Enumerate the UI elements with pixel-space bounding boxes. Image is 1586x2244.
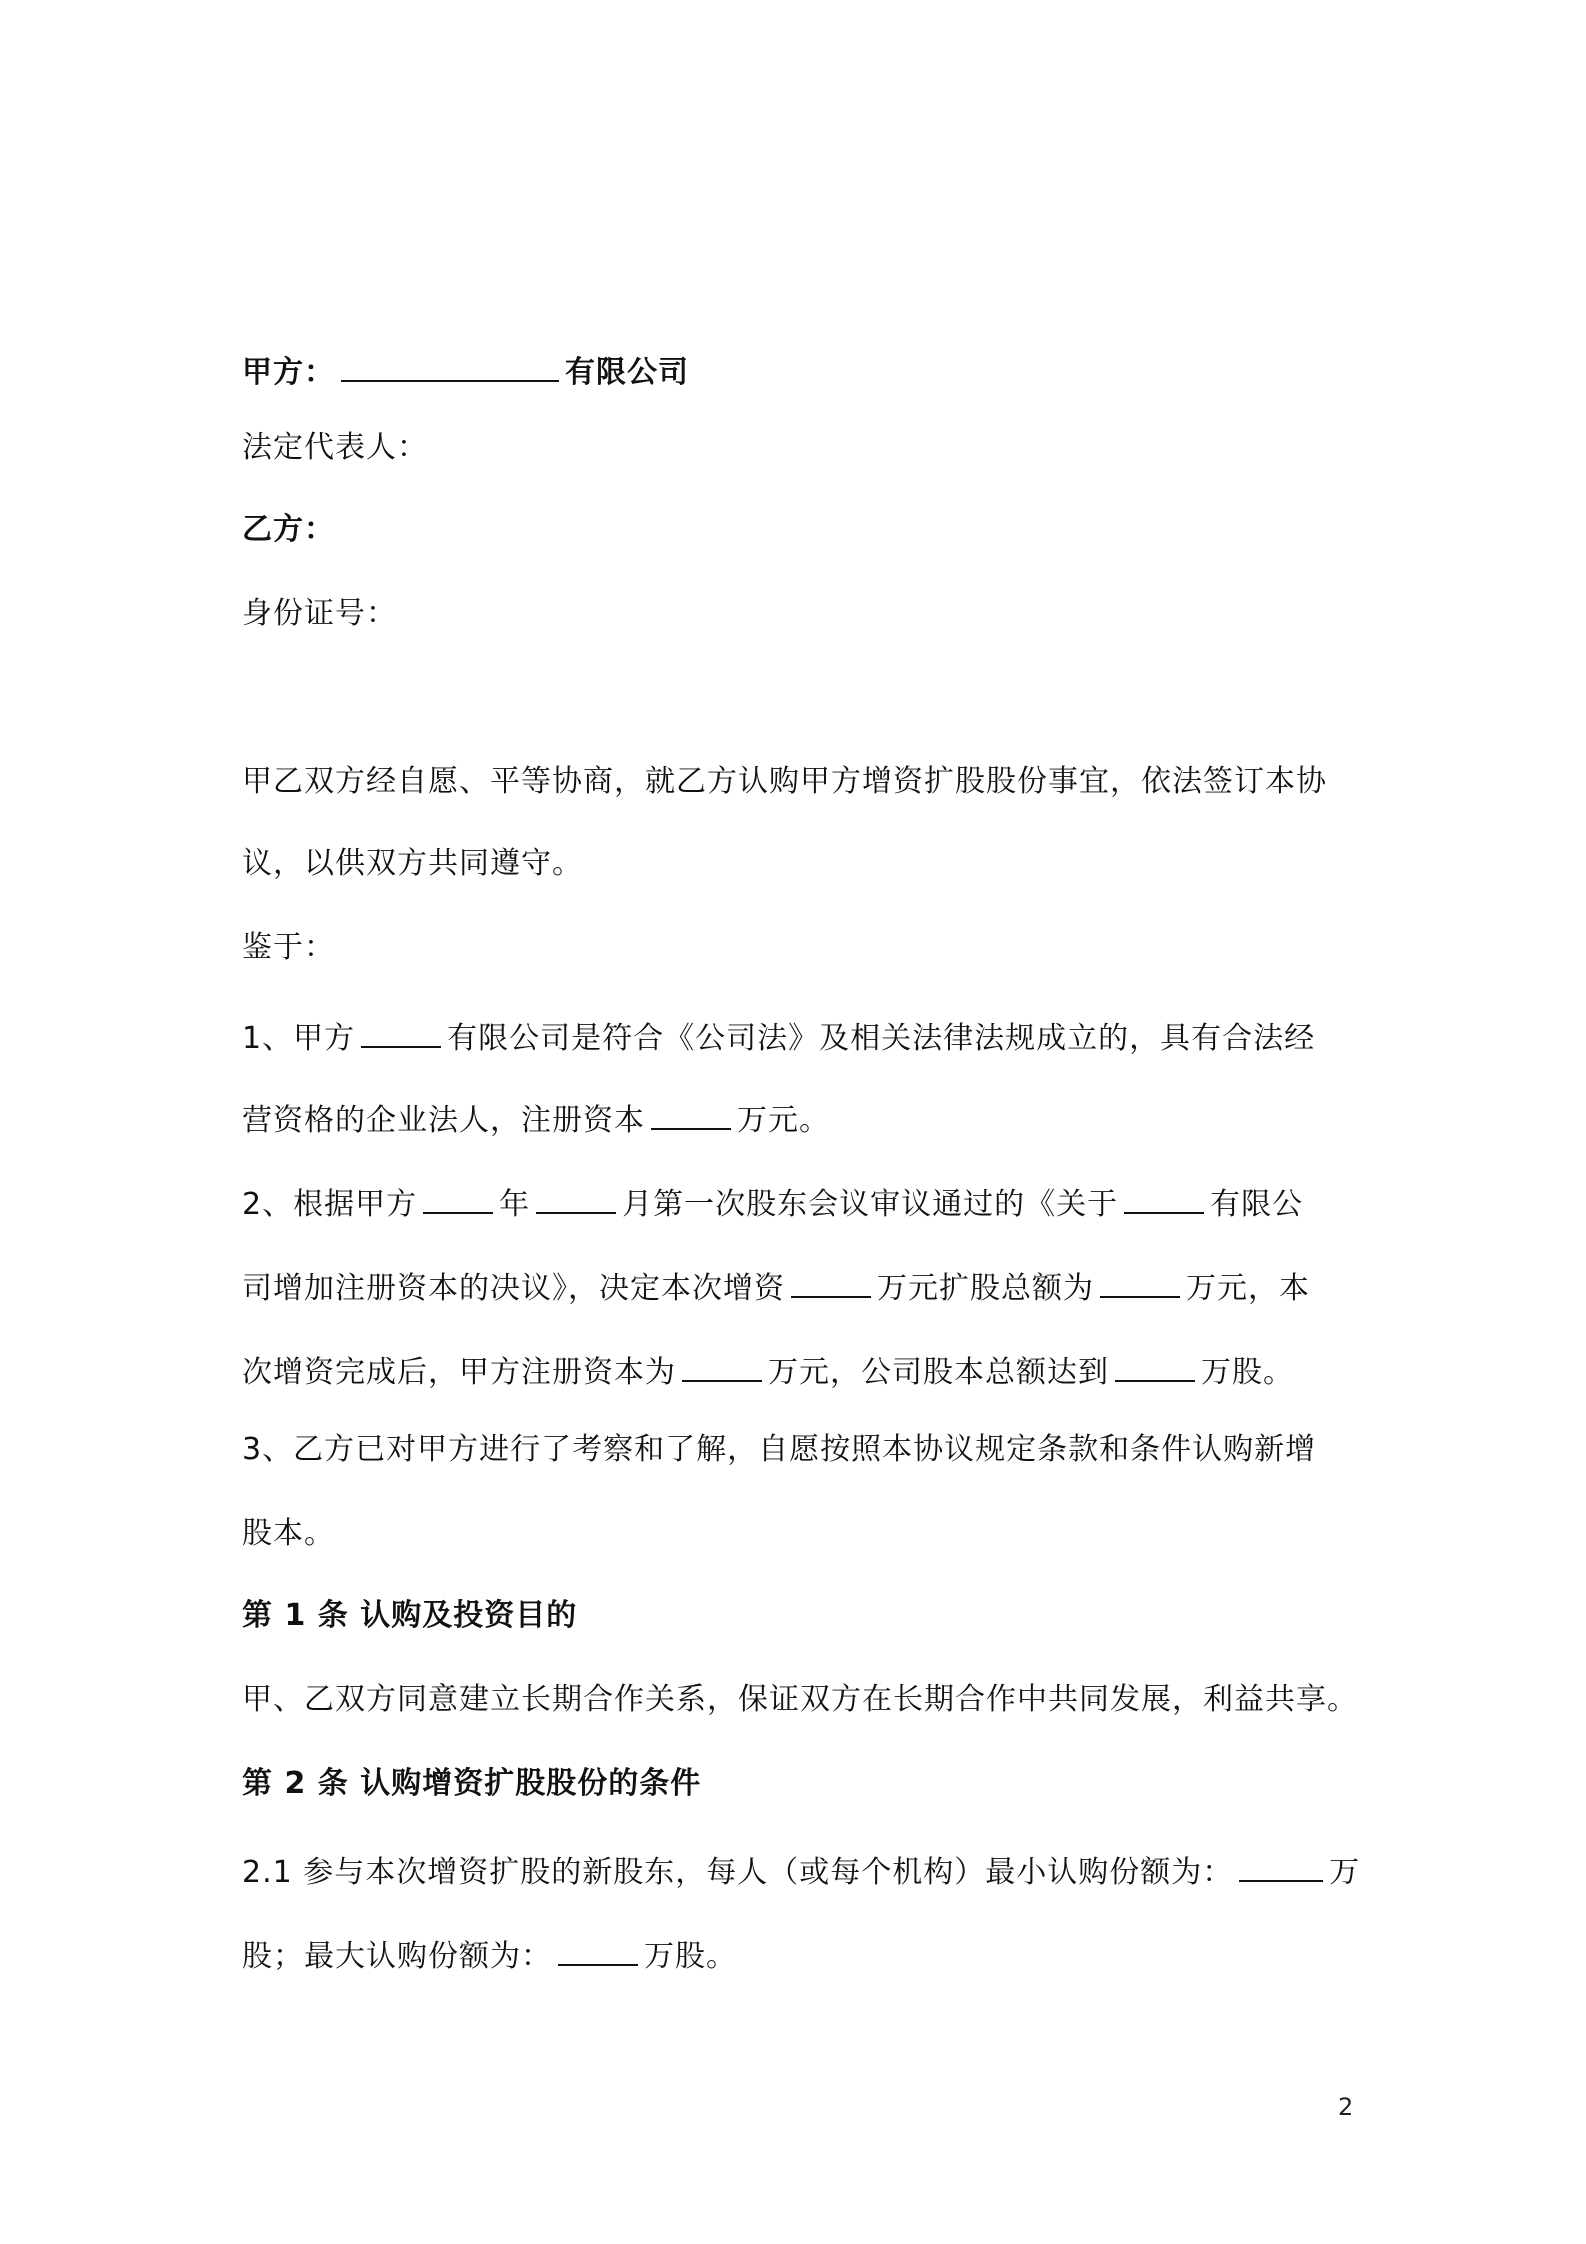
registered-capital-blank <box>651 1096 731 1130</box>
whereas-item-3-line-2 <box>242 1514 335 1554</box>
whereas-item-1-text-d: 万元。 <box>737 1103 830 1138</box>
party-b-line <box>242 510 335 550</box>
company-name-blank <box>361 1014 441 1048</box>
capital-increase-blank <box>791 1264 871 1298</box>
id-number-label: 身份证号： <box>242 596 397 631</box>
clause-2-1-text-b: 万 <box>1329 1855 1361 1890</box>
whereas-item-2-text-h: 次增资完成后，甲方注册资本为 <box>242 1355 676 1390</box>
party-a-suffix: 有限公司 <box>565 355 689 390</box>
whereas-item-1-text-b: 有限公司是符合《公司法》及相关法律法规成立的，具有合法经 <box>447 1021 1316 1056</box>
whereas-item-2-text-b: 年 <box>499 1187 531 1222</box>
legal-rep-label: 法定代表人： <box>242 430 428 465</box>
whereas-item-2-text-d: 有限公 <box>1210 1187 1304 1222</box>
whereas-item-2-line-2 <box>242 1264 1310 1309</box>
intro-line-2 <box>242 844 583 884</box>
month-blank <box>536 1180 616 1214</box>
party-a-name-blank <box>341 348 559 382</box>
clause-2-1-text-a: 2.1 参与本次增资扩股的新股东，每人（或每个机构）最小认购份额为： <box>242 1855 1234 1890</box>
clause-2-1-line-1 <box>242 1848 1360 1893</box>
whereas-item-2-text-i: 万元，公司股本总额达到 <box>768 1355 1109 1390</box>
whereas-item-3-text-a: 3、乙方已对甲方进行了考察和了解，自愿按照本协议规定条款和条件认购新增 <box>242 1432 1317 1467</box>
whereas-label-line <box>242 928 335 968</box>
page-number: 2 <box>1338 2093 1354 2121</box>
whereas-item-1-text-a: 1、甲方 <box>242 1021 356 1056</box>
party-a-label: 甲方： <box>242 355 335 390</box>
id-number-line <box>242 594 397 634</box>
max-subscription-blank <box>558 1932 638 1966</box>
article-1-body: 甲、乙双方同意建立长期合作关系，保证双方在长期合作中共同发展，利益共享。 <box>242 1682 1358 1717</box>
whereas-item-2-text-c: 月第一次股东会议审议通过的《关于 <box>622 1187 1119 1222</box>
clause-2-1-text-d: 万股。 <box>644 1939 737 1974</box>
article-2-title-line <box>242 1764 701 1804</box>
article-1-title-line <box>242 1596 577 1636</box>
article-1-body-line <box>242 1680 1358 1720</box>
whereas-item-3-line-1 <box>242 1430 1316 1470</box>
whereas-item-1-text-c: 营资格的企业法人，注册资本 <box>242 1103 645 1138</box>
whereas-item-2-text-g: 万元，本 <box>1186 1271 1310 1306</box>
party-a-line <box>242 348 689 393</box>
whereas-label: 鉴于： <box>242 930 335 965</box>
year-blank <box>423 1180 493 1214</box>
legal-rep-line <box>242 428 428 468</box>
article-1-title: 第 1 条 认购及投资目的 <box>242 1598 578 1633</box>
intro-text-1: 甲乙双方经自愿、平等协商，就乙方认购甲方增资扩股股份事宜，依法签订本协 <box>242 764 1327 799</box>
clause-2-1-text-c: 股；最大认购份额为： <box>242 1939 552 1974</box>
party-b-label: 乙方： <box>242 512 335 547</box>
article-2-title: 第 2 条 认购增资扩股股份的条件 <box>242 1766 702 1801</box>
whereas-item-3-text-b: 股本。 <box>242 1516 335 1551</box>
new-registered-capital-blank <box>682 1348 762 1382</box>
intro-line-1 <box>242 762 1327 802</box>
whereas-item-2-text-e: 司增加注册资本的决议》，决定本次增资 <box>242 1271 785 1306</box>
whereas-item-2-line-1 <box>242 1180 1303 1225</box>
whereas-item-1-line-1 <box>242 1014 1315 1059</box>
intro-text-2: 议，以供双方共同遵守。 <box>242 846 583 881</box>
resolution-company-blank <box>1124 1180 1204 1214</box>
whereas-item-2-text-j: 万股。 <box>1201 1355 1294 1390</box>
whereas-item-2-text-a: 2、根据甲方 <box>242 1187 418 1222</box>
whereas-item-2-line-3 <box>242 1348 1294 1393</box>
min-subscription-blank <box>1239 1848 1323 1882</box>
whereas-item-1-line-2 <box>242 1096 830 1141</box>
whereas-item-2-text-f: 万元扩股总额为 <box>877 1271 1094 1306</box>
total-shares-blank <box>1115 1348 1195 1382</box>
expansion-total-blank <box>1100 1264 1180 1298</box>
clause-2-1-line-2 <box>242 1932 737 1977</box>
